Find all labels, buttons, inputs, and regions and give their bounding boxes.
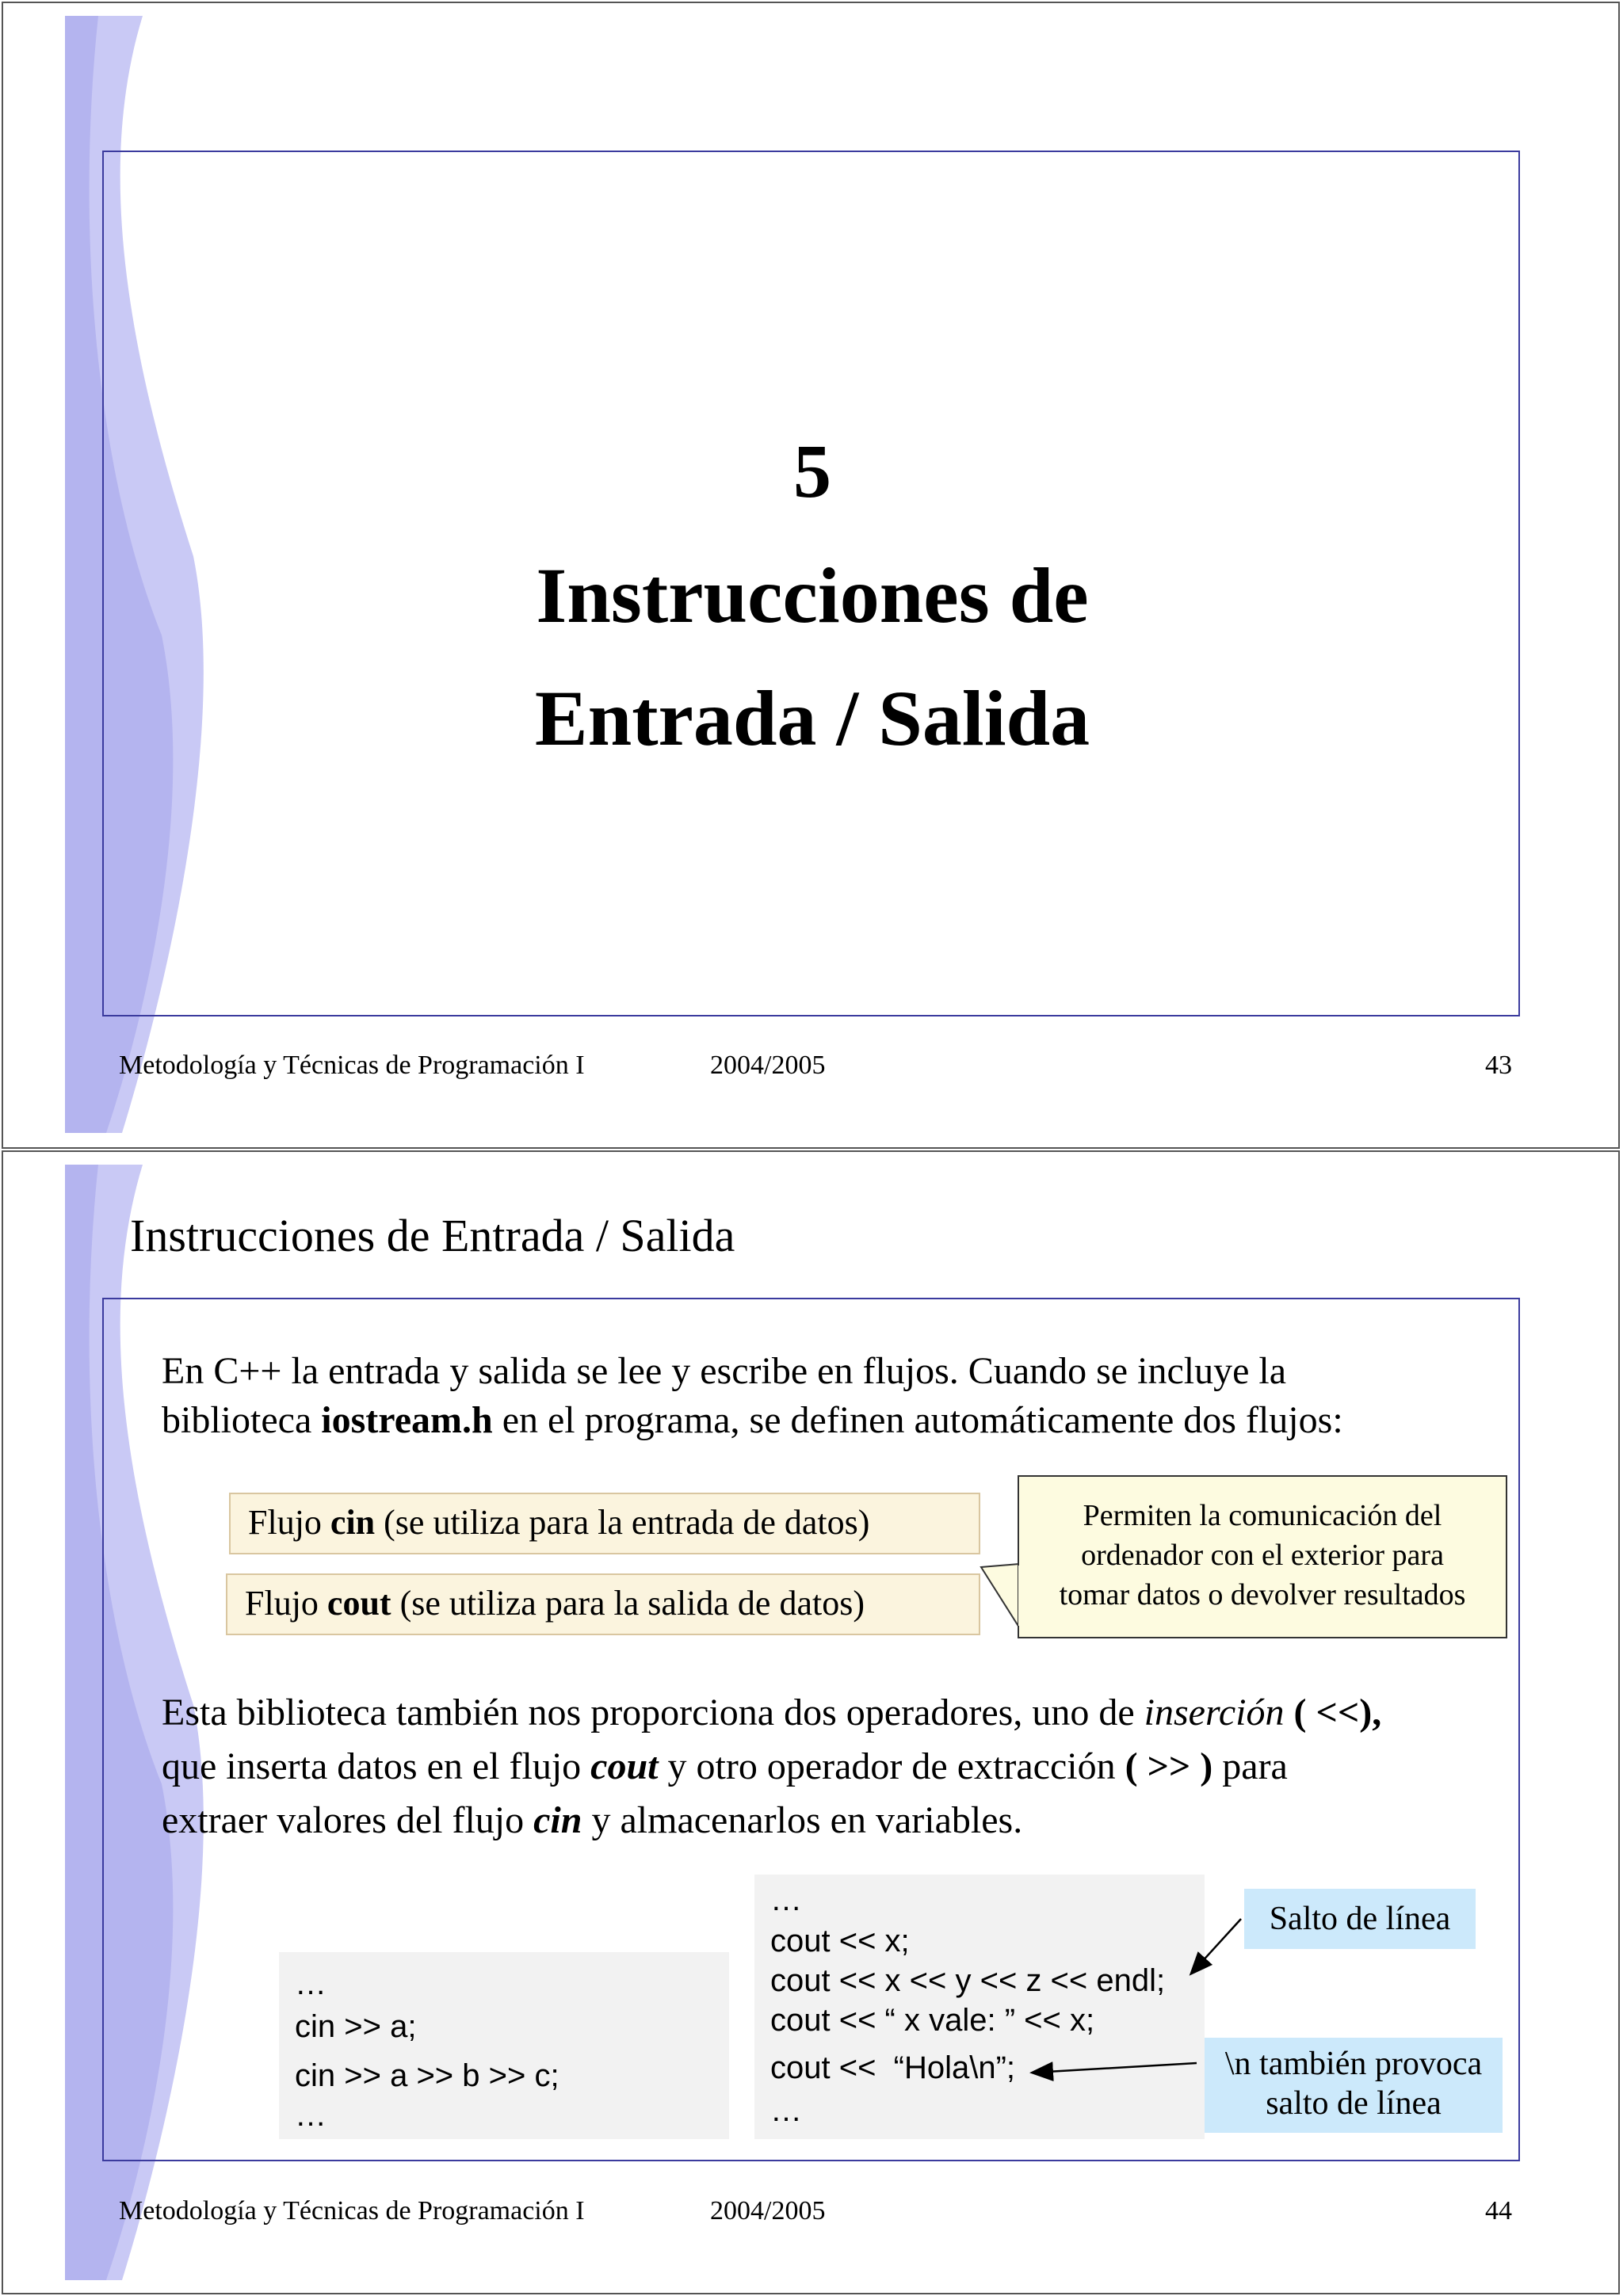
- code-line: …: [295, 1966, 327, 2001]
- code-line: cin >> a;: [295, 2009, 417, 2044]
- code-line: cout << “Hola\n”;: [770, 2050, 1016, 2085]
- operators-line2: [162, 1740, 1381, 1794]
- code-line: …: [770, 1882, 802, 1917]
- operators-line3: [162, 1794, 1381, 1848]
- callout-line1: Permiten la comunicación del: [1083, 1499, 1442, 1532]
- endl-label: Salto de línea: [1244, 1889, 1476, 1949]
- footer-year: 2004/2005: [710, 2196, 826, 2225]
- stream-cin: cin: [533, 1799, 582, 1841]
- code-line: …: [295, 2098, 327, 2133]
- chapter-number: 5: [793, 429, 831, 513]
- slide-44: [2, 1150, 1620, 2294]
- intro-text: en el programa, se definen automáticamente dos flujos:: [492, 1399, 1343, 1441]
- intro-line1: En C++ la entrada y salida se lee y escribe en flujos. Cuando se incluye la: [162, 1350, 1287, 1392]
- intro-text: biblioteca: [162, 1399, 322, 1441]
- flow-label: Flujo: [248, 1503, 330, 1542]
- code-line: cin >> a >> b >> c;: [295, 2058, 559, 2093]
- footer-page-number: 43: [1485, 1051, 1512, 1080]
- cout-code-block: [754, 1875, 1205, 2139]
- callout-line3: tomar datos o devolver resultados: [1059, 1578, 1466, 1611]
- stream-cout: cout: [590, 1745, 659, 1787]
- flow-name-cin: cin: [330, 1503, 376, 1542]
- operators-text: Esta biblioteca también nos proporciona dos operadores, uno de: [162, 1691, 1144, 1733]
- chapter-title-line2: Entrada / Salida: [534, 674, 1090, 762]
- chapter-title-line1: Instrucciones de: [536, 551, 1089, 639]
- operators-line1: [162, 1686, 1381, 1740]
- flow-label: Flujo: [245, 1584, 327, 1623]
- library-name: iostream.h: [321, 1399, 493, 1441]
- intro-line2: [162, 1396, 1343, 1445]
- footer-year: 2004/2005: [710, 1051, 826, 1080]
- code-line: cout << x << y << z << endl;: [770, 1963, 1166, 1998]
- insertion-operator: ( <<),: [1284, 1691, 1382, 1733]
- newline-label-line2: salto de línea: [1266, 2085, 1442, 2122]
- flow-cout-box: [226, 1573, 980, 1635]
- intro-paragraph: [162, 1347, 1343, 1445]
- operators-text: extraer valores del flujo: [162, 1799, 534, 1841]
- insertion-term: inserción: [1144, 1691, 1285, 1733]
- callout-line2: ordenador con el exterior para: [1081, 1539, 1444, 1572]
- flow-cin-box: [229, 1493, 980, 1554]
- flow-description: (se utiliza para la entrada de datos): [375, 1503, 870, 1542]
- footer-page-number: 44: [1485, 2196, 1512, 2225]
- flow-name-cout: cout: [327, 1584, 391, 1623]
- code-line: cout << x;: [770, 1924, 910, 1958]
- slide-title: Instrucciones de Entrada / Salida: [130, 1210, 735, 1261]
- flows-callout: [1018, 1475, 1507, 1638]
- operators-text: y otro operador de extracción: [658, 1745, 1125, 1787]
- extraction-operator: ( >> ): [1125, 1745, 1213, 1787]
- footer-course: Metodología y Técnicas de Programación I: [119, 1051, 585, 1080]
- footer-course: Metodología y Técnicas de Programación I: [119, 2196, 585, 2225]
- slide-43: [2, 2, 1620, 1149]
- newline-label: [1205, 2038, 1503, 2133]
- operators-text: para: [1212, 1745, 1288, 1787]
- operators-text: y almacenarlos en variables.: [582, 1799, 1023, 1841]
- operators-paragraph: [162, 1686, 1381, 1848]
- code-line: …: [770, 2093, 802, 2128]
- flow-description: (se utiliza para la salida de datos): [391, 1584, 865, 1623]
- operators-text: que inserta datos en el flujo: [162, 1745, 591, 1787]
- code-line: cout << “ x vale: ” << x;: [770, 2003, 1095, 2038]
- cin-code-block: [279, 1952, 729, 2139]
- newline-label-line1: \n también provoca: [1224, 2046, 1483, 2082]
